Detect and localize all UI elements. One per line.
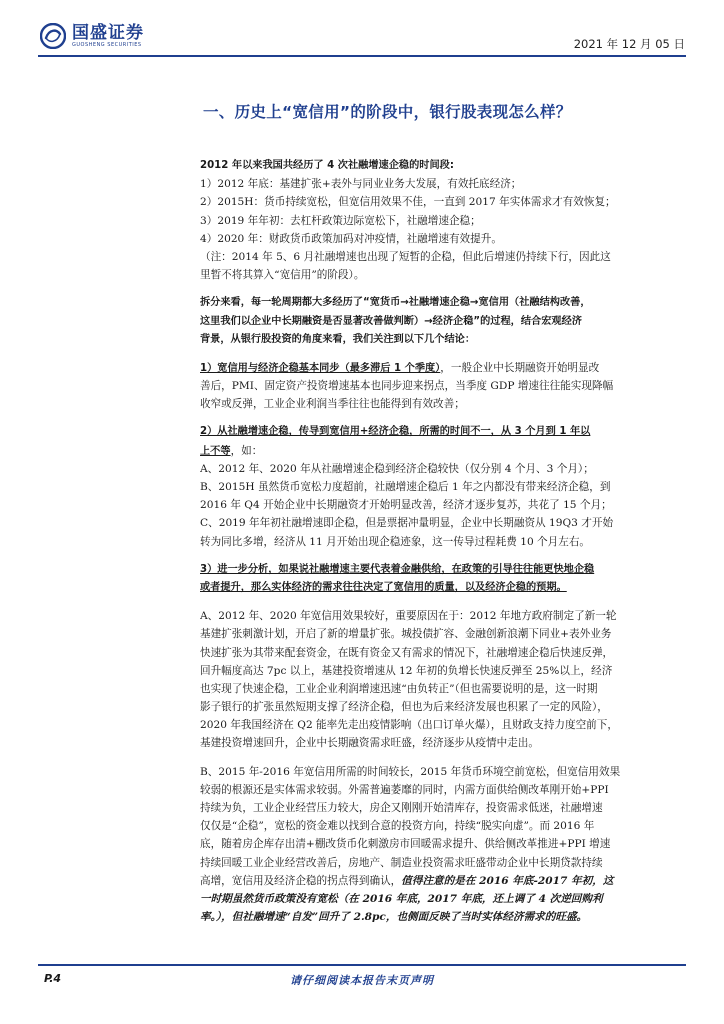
para-b-emphasis: 值得注意的是在 2016 年底-2017 年初，这 <box>401 874 614 887</box>
logo-name-en: GUOSHENG SECURITIES <box>72 41 142 48</box>
intro-note: （注：2014 年 5、6 月社融增速也出现了短暂的企稳，但此后增速仍持续下行，因此这 <box>200 250 611 263</box>
para-b-line: 持续回暖工业企业经营改善后，房地产、制造业投资需求旺盛带动企业中长期贷款持续 <box>200 856 603 869</box>
para-a-line: 回升幅度高达 7pc 以上，基建投资增速从 12 年初的负增长快速反弹至 25%以上，经济 <box>200 664 613 677</box>
point1-line: 善后，PMI、固定资产投资增速基本也同步迎来拐点，当季度 GDP 增速往往能实现降幅 <box>200 380 614 393</box>
page-number: P.4 <box>44 972 62 985</box>
point2-line: 2016 年 Q4 开始企业中长期融资才开始明显改善，经济才逐步复苏，共花了 15 个月； <box>200 499 612 512</box>
point2-line: 转为同比多增，经济从 11 月开始出现企稳迹象，这一传导过程耗费 10 个月左右。 <box>200 535 591 548</box>
point3-title: 或者提升，那么实体经济的需求往往决定了宽信用的质量，以及经济企稳的预期。 <box>200 581 567 593</box>
point2-title-line <box>200 442 685 460</box>
para-a-line: 基建投资增速回升，企业中长期融资需求旺盛，经济逐步从疫情中走出。 <box>200 737 539 750</box>
para-a-line: 影子银行的扩张虽然短期支撑了经济企稳，但也为后来经济发展也积累了一定的风险）， <box>200 701 608 714</box>
para-a-line: A、2012 年、2020 年宽信用效果较好，重要原因在于：2012 年地方政府制定了新一轮 <box>200 610 617 623</box>
point3-title: 3）进一步分析，如果说社融增速主要代表着金融供给，在政策的引导往往能更快地企稳 <box>200 563 595 575</box>
para-b-emphasis-line: 一时期虽然货币政策没有宽松（在 2016 年底，2017 年底，还上调了 4 次逆回购利 <box>200 892 603 905</box>
report-date: 2021 年 12 月 05 日 <box>573 37 685 51</box>
para-b-plain: 高增，宽信用及经济企稳的拐点得到确认， <box>200 874 402 887</box>
para-a-line: 基建扩张刺激计划，开启了新的增量扩张。城投债扩容、金融创新浪潮下同业+表外业务 <box>200 628 612 641</box>
intro-item: 4）2020 年：财政货币政策加码对冲疫情，社融增速有效提升。 <box>200 232 502 245</box>
report-body <box>200 157 685 926</box>
summary-line: 背景，从银行股投资的角度来看，我们关注到以下几个结论： <box>200 333 476 345</box>
para-b-line: 仅仅是“企稳”，宽松的资金难以找到合意的投资方向，持续“脱实向虚”。而 2016 年 <box>200 820 595 833</box>
para-b-line: 持续为负，工业企业经营压力较大，房企又刚刚开始清库存，投资需求低迷，社融增速 <box>200 802 603 814</box>
para-b-line: 底，随着房企库存出清+棚改货币化刺激房市回暖需求提升、供给侧改革推进+PPI 增速 <box>200 838 611 851</box>
summary-line: 这里我们以企业中长期融资是否显著改善做判断）→经济企稳”的过程，结合宏观经济 <box>200 315 582 327</box>
point2-title: 2）从社融增速企稳，传导到宽信用+经济企稳，所需的时间不一，从 3 个月到 1 年以 <box>200 426 591 438</box>
para-a-line: 也实现了快速企稳，工业企业利润增速迅速“由负转正”（但也需要说明的是，这一时期 <box>200 682 598 695</box>
summary-line: 拆分来看，每一轮周期都大多经历了“宽货币→社融增速企稳→宽信用（社融结构改善， <box>200 297 591 309</box>
intro-item: 3）2019 年年初：去杠杆政策边际宽松下，社融增速企稳； <box>200 214 481 227</box>
intro-note: 里暂不将其算入“宽信用”的阶段）。 <box>200 269 365 282</box>
header-divider <box>38 55 686 57</box>
point1-title: 1）宽信用与经济企稳基本同步（最多滞后 1 个季度） <box>200 362 441 374</box>
point2-title-end: 上不等 <box>200 445 231 457</box>
intro-item: 2）2015H：货币持续宽松，但宽信用效果不佳，一直到 2017 年实体需求才有效恢复； <box>200 196 616 209</box>
point1-tail: ，一般企业中长期融资开始明显改 <box>440 361 600 374</box>
guosheng-logo-icon <box>40 23 66 49</box>
point2-line: C、2019 年年初社融增速即企稳，但是票据冲量明显，企业中长期融资从 19Q3 才开始 <box>200 517 614 530</box>
point1-line: 收窄或反弹，工业企业利润当季往往也能得到有效改善； <box>200 398 465 411</box>
footer-disclaimer: 请仔细阅读本报告末页声明 <box>290 974 434 987</box>
company-logo <box>40 22 190 50</box>
intro-lead: 2012 年以来我国共经历了 4 次社融增速企稳的时间段: <box>200 160 454 171</box>
point2-line: B、2015H 虽然货币宽松力度超前，社融增速企稳后 1 年之内都没有带来经济企稳，到 <box>200 481 611 493</box>
section-title: 一、历史上“宽信用”的阶段中，银行股表现怎么样？ <box>203 103 572 121</box>
para-b-line: 较弱的根源还是实体需求较弱。外需普遍萎靡的同时，内需方面供给侧改革刚开始+PPI <box>200 783 609 796</box>
footer-divider <box>38 964 686 966</box>
para-b-line: B、2015 年-2016 年宽信用所需的时间较长，2015 年货币环境空前宽松，但宽信用效果 <box>200 765 621 778</box>
para-a-line: 2020 年我国经济在 Q2 能率先走出疫情影响（出口订单火爆），且财政支持力度空前下， <box>200 719 618 732</box>
point2-line: A、2012 年、2020 年从社融增速企稳到经济企稳较快（仅分别 4 个月、3 个月）； <box>200 462 594 475</box>
point1-first-line <box>200 359 685 377</box>
intro-item: 1）2012 年底：基建扩张+表外与同业业务大发展，有效托底经济； <box>200 178 522 191</box>
logo-name-cn: 国盛证券 <box>72 22 144 43</box>
para-a-line: 快速扩张为其带来配套资金，在既有资金又有需求的情况下，社融增速企稳后快速反弹， <box>200 646 614 659</box>
para-b-mixed-line <box>200 872 685 890</box>
para-b-emphasis-line: 率。），但社融增速“自发”回升了 2.8pc，也侧面反映了当时实体经济需求的旺盛。 <box>200 911 588 924</box>
point2-title-tail: ，如： <box>230 444 263 457</box>
